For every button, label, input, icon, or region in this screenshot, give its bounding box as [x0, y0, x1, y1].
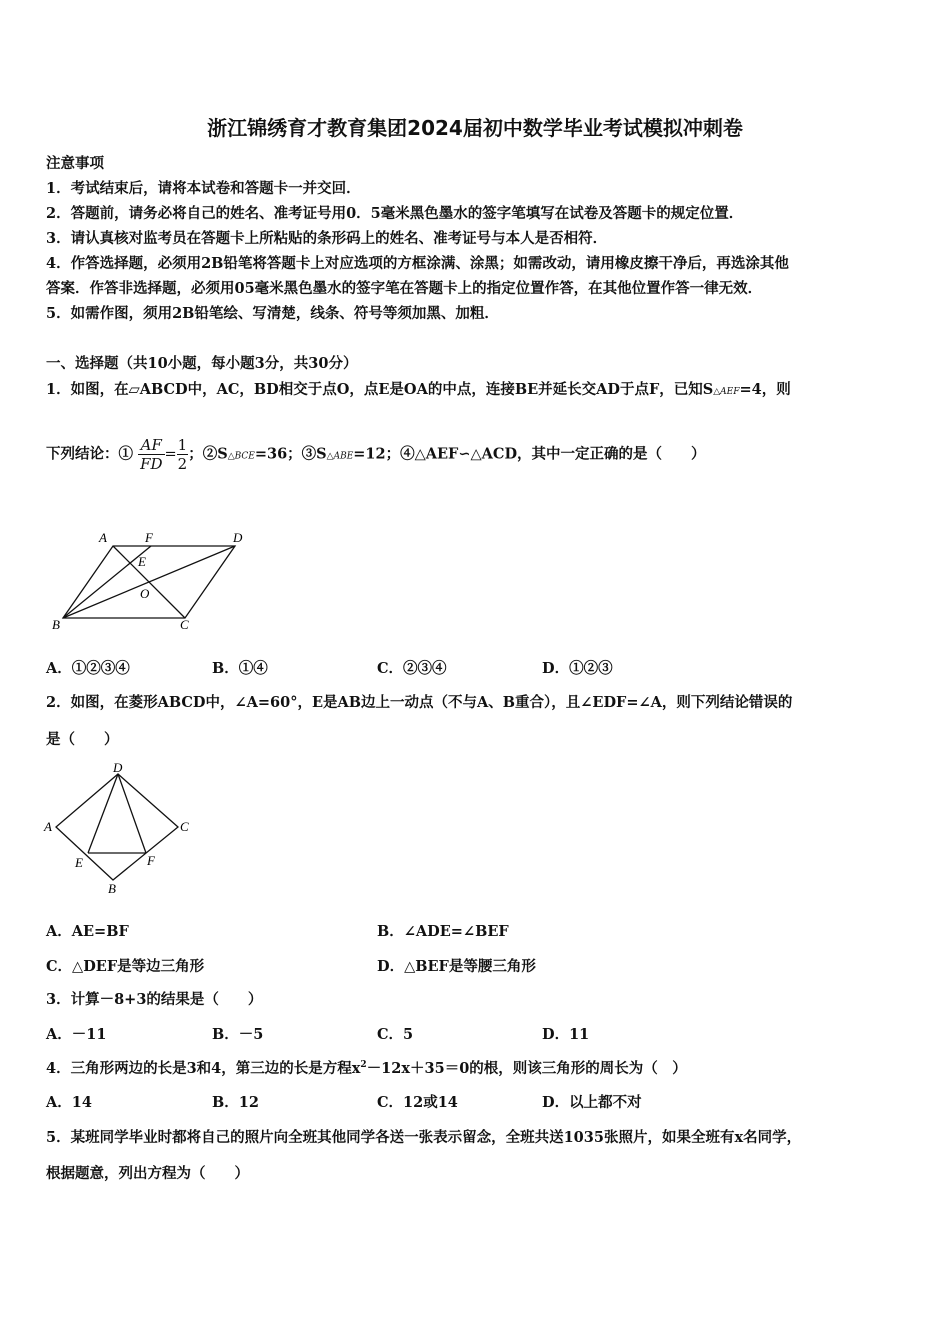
q2-label-e: E — [75, 855, 83, 870]
q5-line1: 5．某班同学毕业时都将自己的照片向全班其他同学各送一张表示留念，全班共送1035张照片，如果全班有x名同学， — [46, 1129, 802, 1146]
q4-option-c: C．12或14 — [377, 1094, 458, 1111]
q1-line2-start: 下列结论：① — [46, 445, 133, 463]
q4-text-a: 4．三角形两边的长是3和4，第三边的长是方程x — [46, 1060, 361, 1077]
q1-label-b: B — [52, 617, 60, 632]
q4-text — [46, 1057, 687, 1078]
q1-label-c: C — [180, 617, 189, 632]
q1-line1-end: =4，则 — [739, 381, 791, 398]
notice-heading: 注意事项 — [46, 155, 104, 172]
q3-option-b: B．－5 — [212, 1026, 264, 1043]
notice-item-2: 2．答题前，请务必将自己的姓名、准考证号用0．5毫米黑色墨水的签字笔填写在试卷及答题卡的规定位置． — [46, 205, 744, 222]
q3-option-a: A．－11 — [46, 1026, 107, 1043]
q2-line2: 是（ ） — [46, 731, 119, 748]
q5-line2: 根据题意，列出方程为（ ） — [46, 1165, 249, 1182]
q1-label-o: O — [140, 586, 150, 601]
q3-option-d: D．11 — [542, 1026, 590, 1043]
q1-eq: = — [164, 446, 177, 463]
q1-sub-aef: △AEF — [713, 387, 740, 397]
q1-label-e: E — [138, 554, 146, 569]
q4-option-b: B．12 — [212, 1094, 259, 1111]
q1-line1 — [46, 378, 791, 399]
q1-frac-num: AF — [138, 436, 164, 455]
notice-item-4: 4．作答选择题，必须用2B铅笔将答题卡上对应选项的方框涂满、涂黑；如需改动，请用橡皮擦干净后，再选涂其他 — [46, 255, 789, 272]
q1-option-b: B．①④ — [212, 660, 268, 677]
notice-item-3: 3．请认真核对监考员在答题卡上所粘贴的条形码上的姓名、准考证号与本人是否相符． — [46, 230, 608, 247]
q2-option-d: D．△BEF是等腰三角形 — [377, 958, 536, 975]
q2-label-d: D — [113, 760, 123, 775]
q1-label-d: D — [233, 530, 243, 545]
q4-option-d: D．以上都不对 — [542, 1094, 642, 1111]
q2-label-f: F — [147, 853, 155, 868]
q1-label-a: A — [99, 530, 107, 545]
q2-label-a: A — [44, 819, 52, 834]
q1-parallelogram-figure — [40, 524, 260, 636]
q2-rhombus-figure — [40, 760, 200, 900]
q1-c3-end: =12；④△AEF∽△ACD，其中一定正确的是（ ） — [353, 445, 706, 463]
q1-line2 — [46, 436, 706, 473]
q1-option-a: A．①②③④ — [46, 660, 130, 677]
notice-item-1: 1．考试结束后，请将本试卷和答题卡一并交回． — [46, 180, 361, 197]
q1-c2: ；②S — [188, 445, 228, 463]
q2-line1: 2．如图，在菱形ABCD中，∠A=60°，E是AB边上一动点（不与A、B重合），且∠EDF=∠A，则下列结论错误的 — [46, 694, 793, 711]
q1-option-d: D．①②③ — [542, 660, 613, 677]
q1-frac-den: FD — [140, 455, 163, 473]
q4-option-a: A．14 — [46, 1094, 92, 1111]
q3-option-c: C．5 — [377, 1026, 414, 1043]
notice-item-4-cont: 答案．作答非选择题，必须用05毫米黑色墨水的签字笔在答题卡上的指定位置作答，在其他位置作答一律无效． — [46, 280, 763, 297]
q1-sub-bce: △BCE — [227, 451, 255, 462]
q1-label-f: F — [145, 530, 153, 545]
q2-option-a: A．AE=BF — [46, 923, 129, 940]
q1-fraction-af-fd — [138, 436, 164, 473]
q3-text: 3．计算－8+3的结果是（ ） — [46, 991, 263, 1008]
q2-label-c: C — [180, 819, 189, 834]
notice-item-5: 5．如需作图，须用2B铅笔绘、写清楚，线条、符号等须加黑、加粗． — [46, 305, 499, 322]
q1-fraction-half — [177, 436, 189, 473]
q1-half-num: 1 — [177, 436, 188, 454]
q1-option-c: C．②③④ — [377, 660, 447, 677]
q2-option-c: C．△DEF是等边三角形 — [46, 958, 205, 975]
q4-sup: 2 — [360, 1060, 367, 1071]
q1-diagonal-bd — [63, 546, 235, 618]
q1-c2-end: =36；③S — [254, 445, 327, 463]
q1-sub-abe: △ABE — [326, 451, 354, 462]
q4-text-b: －12x＋35＝0的根，则该三角形的周长为（ ） — [366, 1060, 687, 1077]
section-heading: 一、选择题（共10小题，每小题3分，共30分） — [46, 355, 358, 372]
page-title: 浙江锦绣育才教育集团2024届初中数学毕业考试模拟冲刺卷 — [207, 116, 743, 140]
q2-label-b: B — [108, 881, 116, 896]
q2-option-b: B．∠ADE=∠BEF — [377, 923, 509, 940]
q2-segment-de — [88, 774, 118, 853]
q1-half-den: 2 — [177, 455, 188, 473]
q1-line1-text: 1．如图，在▱ABCD中，AC，BD相交于点O，点E是OA的中点，连接BE并延长交AD于点F，已知S — [46, 381, 714, 398]
